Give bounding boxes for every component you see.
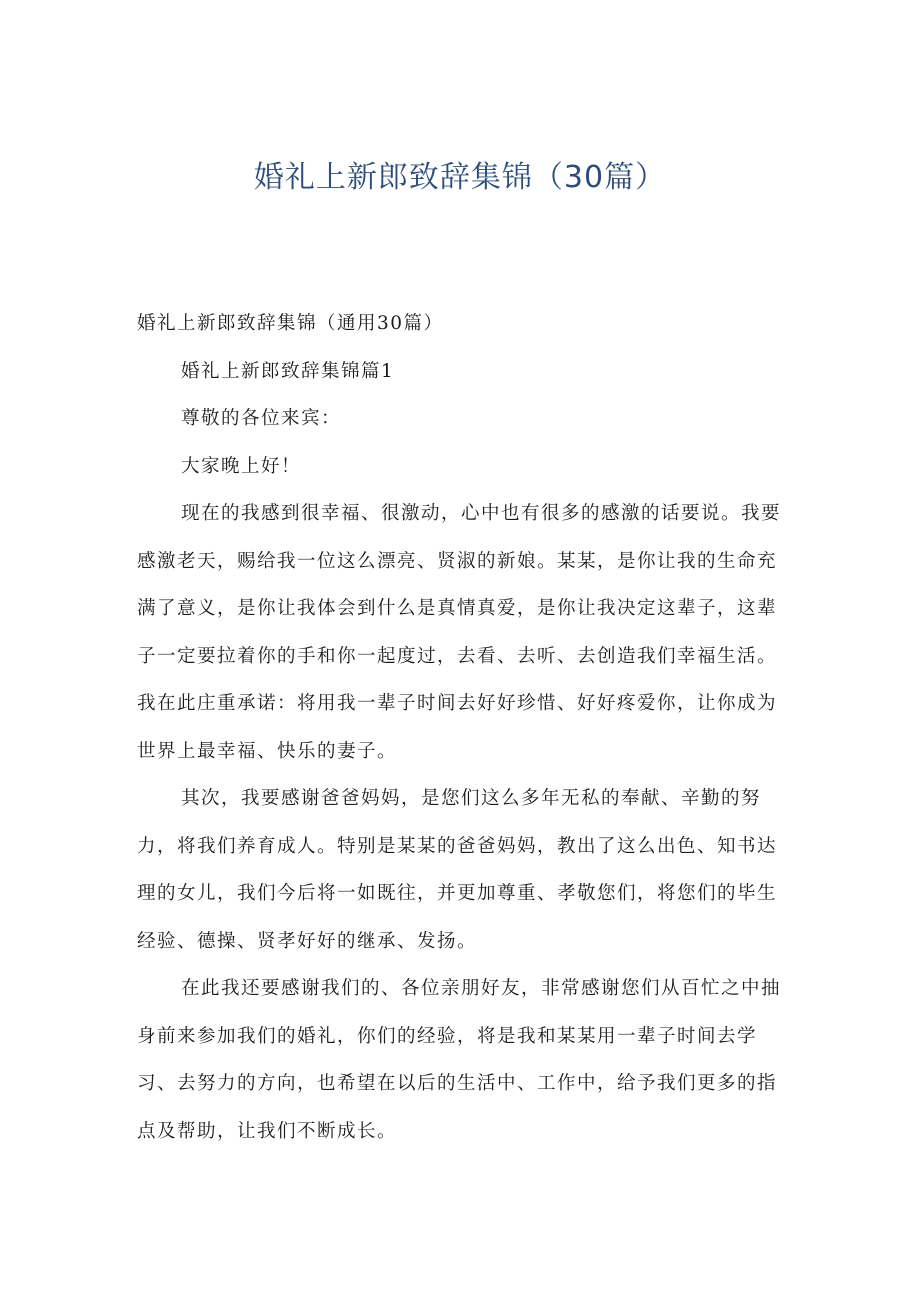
paragraph: 在此我还要感谢我们的、各位亲朋好友，非常感谢您们从百忙之中抽身前来参加我们的婚礼，你们的经验，将是我和某某用一辈子时间去学习、去努力的方向，也希望在以后的生活中、工作中，给予我们更多的指点及帮助，让我们不断成长。 (137, 978, 782, 1142)
document-body (137, 300, 785, 1155)
section-heading: 婚礼上新郎致辞集锦篇1 (181, 360, 395, 382)
document-subtitle: 婚礼上新郎致辞集锦（通用30篇） (137, 313, 444, 334)
greeting: 大家晚上好！ (181, 455, 302, 477)
salutation: 尊敬的各位来宾： (181, 408, 342, 429)
paragraph: 其次，我要感谢爸爸妈妈，是您们这么多年无私的奉献、辛勤的努力，将我们养育成人。特别是某某的爸爸妈妈，教出了这么出色、知书达理的女儿，我们今后将一如既往，并更加尊重、孝敬您们，将您们的毕生经验、德操、贤孝好好的继承、发扬。 (137, 788, 778, 952)
paragraph: 现在的我感到很幸福、很激动，心中也有很多的感激的话要说。我要感激老天，赐给我一位这么漂亮、贤淑的新娘。某某，是你让我的生命充满了意义，是你让我体会到什么是真情真爱，是你让我决定这辈子，这辈子一定要拉着你的手和你一起度过，去看、去听、去创造我们幸福生活。我在此庄重承诺：将用我一辈子时间去好好珍惜、好好疼爱你，让你成为世界上最幸福、快乐的妻子。 (137, 503, 782, 762)
document-title: 婚礼上新郎致辞集锦（30篇） (253, 160, 667, 195)
